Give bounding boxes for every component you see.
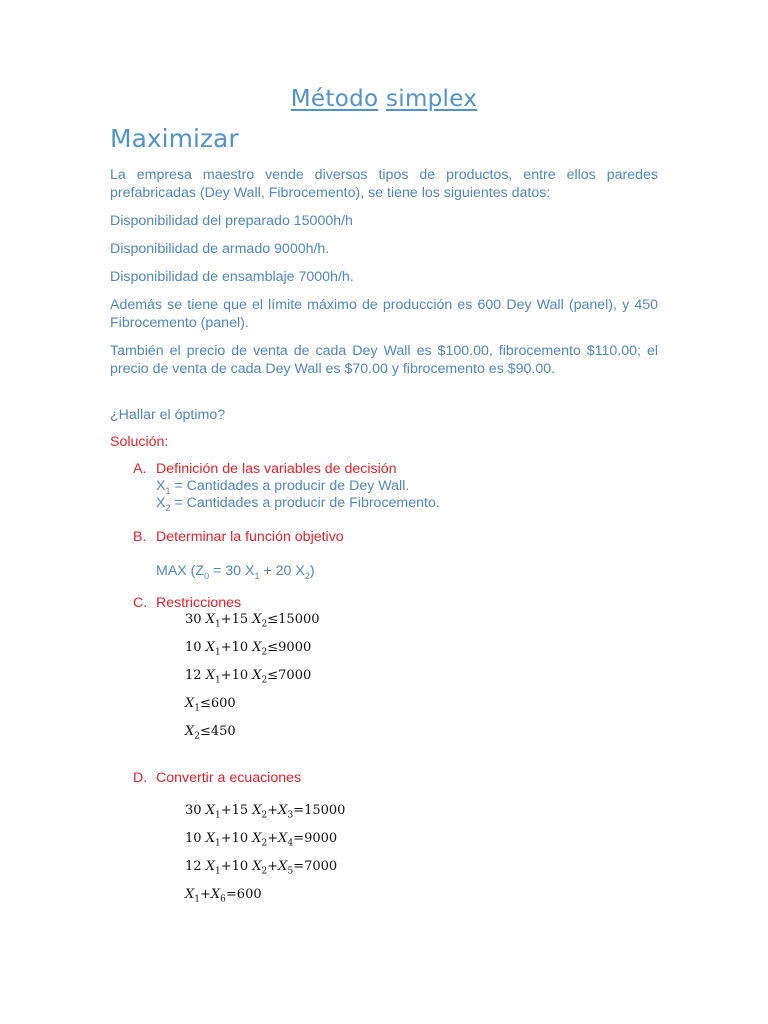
constraint-3: 12 $X_1+10$ $X_2\le 7000$ [185,668,312,686]
paragraph-intro: La empresa maestro vende diversos tipos de productos, entre ellos paredes prefabricadas (Dey Wall, Fibrocemento), se tiene los siguientes datos: [110,167,658,201]
section-c-marker: C. [133,595,148,611]
equation-4: $X_1+X_6=600$ [185,887,262,905]
constraint-bound-x2: $X_2\le 450$ [185,724,236,742]
constraint-1: 30 $X_1+15$ $X_2\le 15000$ [185,612,320,630]
section-a-label: Definición de las variables de decisión [156,461,397,477]
title-word-metodo: Método [290,86,379,112]
equation-1: 30 $X_1+15$ $X_2+X_3=15000$ [185,803,346,821]
paragraph-limite: Además se tiene que el límite máximo de producción es 600 Dey Wall (panel), y 450 Fibrocemento (panel). [110,297,658,331]
title-word-simplex: simplex [385,86,478,112]
section-b-marker: B. [133,529,147,545]
paragraph-disp-armado: Disponibilidad de armado 9000h/h. [110,241,330,257]
paragraph-disp-ensamblaje: Disponibilidad de ensamblaje 7000h/h. [110,269,354,285]
page-title [0,86,768,112]
constraint-2: 10 $X_1+10$ $X_2\le 9000$ [185,640,312,658]
paragraph-precio: También el precio de venta de cada Dey Wall es $100.00, fibrocemento $110.00; el precio de venta de cada Dey Wall es $70.00 y fibrocemento es $90.00. [110,343,658,377]
section-d-marker: D. [133,770,148,786]
variable-x2-definition: $X_2$ = Cantidades a producir de Fibrocemento. [156,495,440,513]
equation-2: 10 $X_1+10$ $X_2+X_4=9000$ [185,831,338,849]
section-a-marker: A. [133,461,147,477]
section-c-label: Restricciones [156,595,242,611]
variable-x1-definition: $X_1$ = Cantidades a producir de Dey Wall. [156,478,410,496]
section-d-label: Convertir a ecuaciones [156,770,302,786]
equation-3: 12 $X_1+10$ $X_2+X_5=7000$ [185,859,338,877]
paragraph-disp-preparado: Disponibilidad del preparado 15000h/h [110,213,353,229]
objective-function: MAX ($Z_0 = 30$ $X_1 + 20$ $X_2$) [156,563,315,581]
paragraph-pregunta: ¿Hallar el óptimo? [110,407,226,423]
constraint-bound-x1: $X_1\le 600$ [185,696,236,714]
section-b-label: Determinar la función objetivo [156,529,344,545]
paragraph-solucion: Solución: [110,434,169,450]
heading-maximizar: Maximizar [110,124,239,153]
